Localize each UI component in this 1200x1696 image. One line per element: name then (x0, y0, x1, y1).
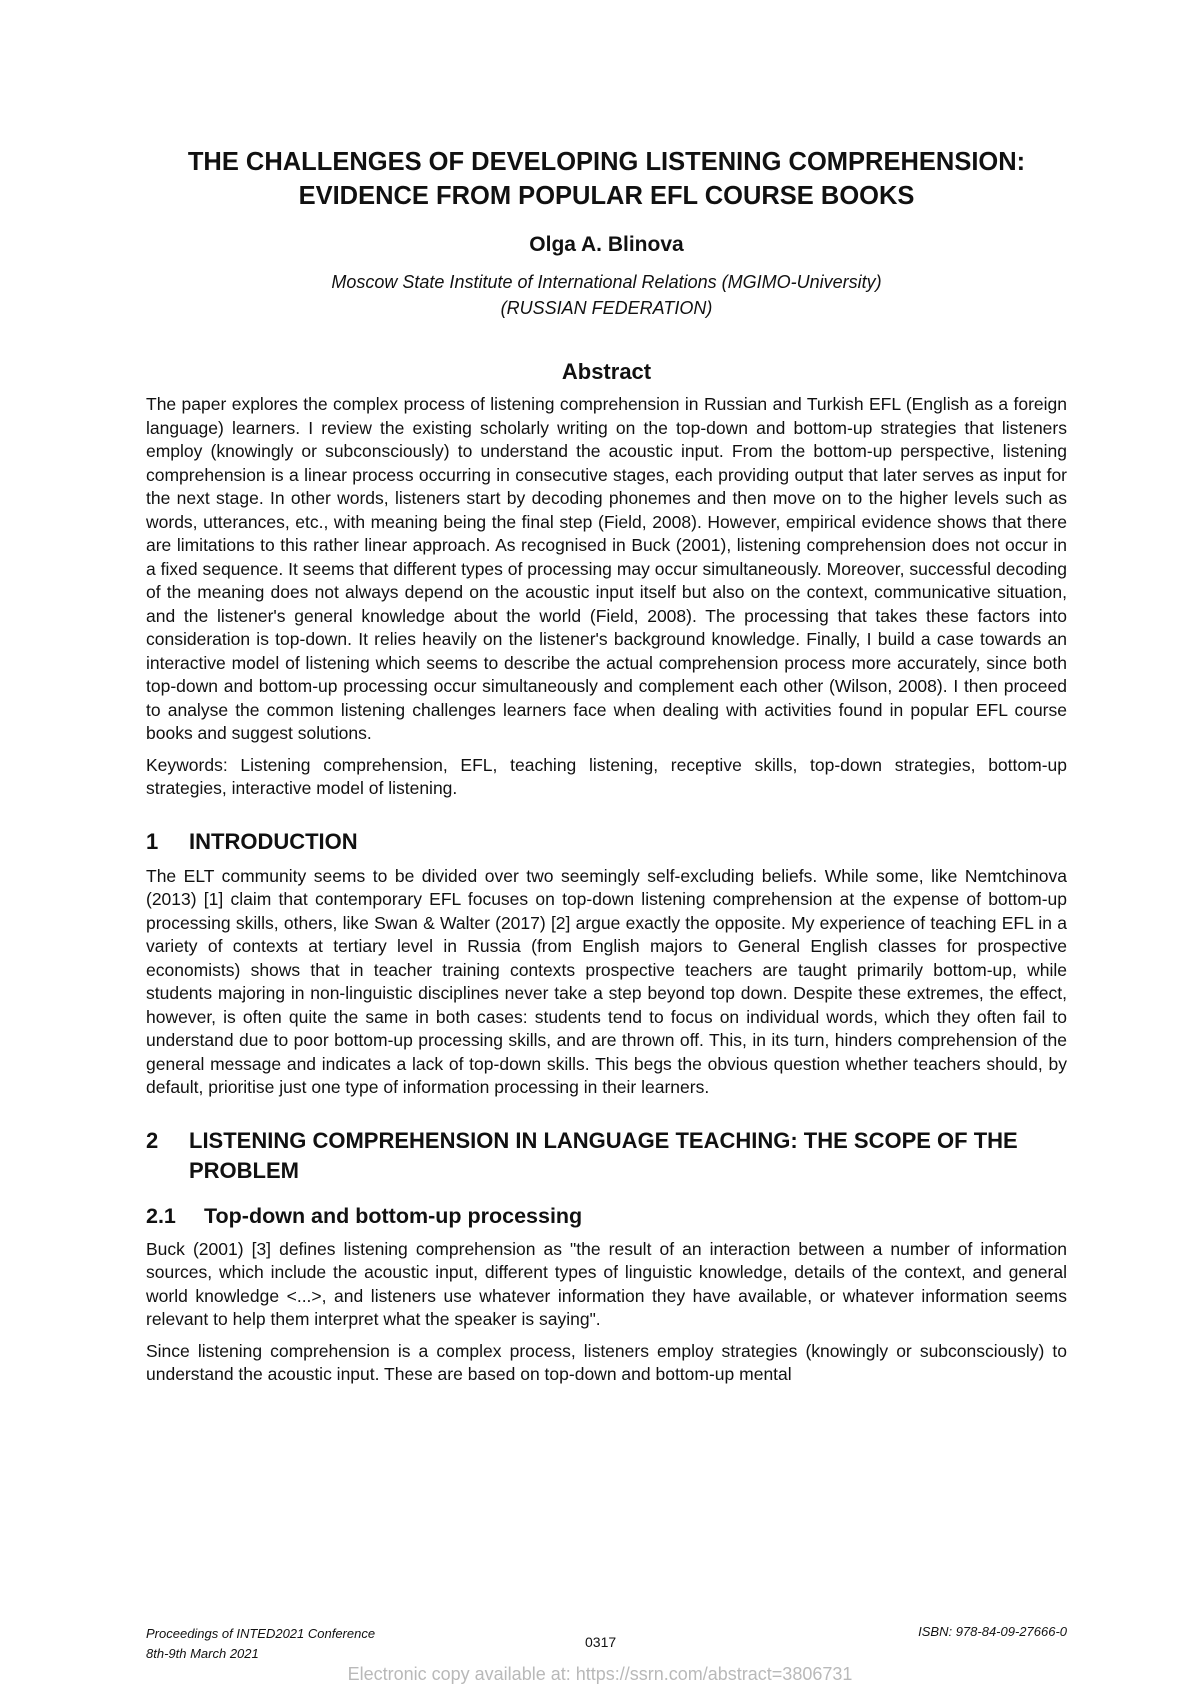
section-title: INTRODUCTION (189, 828, 358, 854)
affiliation-line-2: (RUSSIAN FEDERATION) (500, 298, 713, 318)
section-number: 1 (146, 828, 159, 854)
section-number: 2 (146, 1127, 159, 1153)
author-name: Olga A. Blinova (529, 233, 684, 256)
section-heading-listening-comprehension (146, 1126, 1067, 1186)
subsection-title: Top-down and bottom-up processing (204, 1203, 583, 1228)
footer-isbn: ISBN: 978-84-09-27666-0 (918, 1624, 1067, 1639)
section-heading-introduction (146, 827, 1067, 857)
author-affiliation (146, 269, 1067, 321)
abstract-heading: Abstract (561, 359, 652, 384)
subsection-number: 2.1 (146, 1203, 176, 1228)
introduction-paragraph: The ELT community seems to be divided over two seemingly self-excluding beliefs. While some, like Nemtchinova (2013) [1] claim that contemporary EFL focuses on top-down listening comprehension at the expense of bottom-up processing skills, others, like Swan & Walter (2017) [2] argue exactly the opposite. My experience of teaching EFL in a variety of contexts at tertiary level in Russia (from English majors to General English classes for prospective economists) shows that in teacher training contexts prospective teachers are taught primarily bottom-up, while students majoring in non-linguistic disciplines never take a step beyond top down. Despite these extremes, the effect, however, is often quite the same in both cases: students tend to focus on individual words, which they often fail to understand due to poor bottom-up processing skills, and are thrown off. This, in its turn, hinders comprehension of the general message and indicates a lack of top-down skills. This begs the obvious question whether teachers should, by default, prioritise just one type of information processing in their learners. (146, 865, 1067, 1097)
subsection-heading-top-down-bottom-up (146, 1202, 1067, 1230)
keywords: Keywords: Listening comprehension, EFL, teaching listening, receptive skills, top-down strategies, bottom-up strategies, interactive model of listening. (146, 754, 1067, 798)
footer-dates: 8th-9th March 2021 (146, 1646, 259, 1661)
ssrn-notice: Electronic copy available at: https://ssrn.com/abstract=3806731 (347, 1664, 853, 1684)
abstract-text: The paper explores the complex process of listening comprehension in Russian and Turkish EFL (English as a foreign language) learners. I review the existing scholarly writing on the top-down and bottom-up strategies that listeners employ (knowingly or subconsciously) to understand the acoustic input. From the bottom-up perspective, listening comprehension is a linear process occurring in consecutive stages, each providing output that later serves as input for the next stage. In other words, listeners start by decoding phonemes and then move on to the higher levels such as words, utterances, etc., with meaning being the final step (Field, 2008). However, empirical evidence shows that there are limitations to this rather linear approach. As recognised in Buck (2001), listening comprehension does not occur in a fixed sequence. It seems that different types of processing may occur simultaneously. Moreover, successful decoding of the meaning does not always depend on the acoustic input itself but also on the context, communicative situation, and the listener's general knowledge about the world (Field, 2008). The processing that takes these factors into consideration is top-down. It relies heavily on the listener's background knowledge. Finally, I build a case towards an interactive model of listening which seems to describe the actual comprehension process more accurately, since both top-down and bottom-up processing occur simultaneously and complement each other (Wilson, 2008). I then proceed to analyse the common listening challenges learners face when dealing with activities found in popular EFL course books and suggest solutions. (146, 394, 1067, 743)
subsection-paragraph-1: Buck (2001) [3] defines listening comprehension as "the result of an interaction between a number of information sources, which include the acoustic input, different types of linguistic knowledge, details of the context, and general world knowledge <...>, and listeners use whatever information they have available, or whatever information seems relevant to help them interpret what the speaker is saying". (146, 1238, 1067, 1329)
footer-proceedings (146, 1624, 375, 1664)
subsection-paragraph-2: Since listening comprehension is a complex process, listeners employ strategies (knowingly or subconsciously) to understand the acoustic input. These are based on top-down and bottom-up mental (146, 1340, 1067, 1384)
page-content (146, 145, 1067, 1387)
page-number: 0317 (585, 1634, 617, 1650)
section-title: LISTENING COMPREHENSION IN LANGUAGE TEACHING: THE SCOPE OF THE PROBLEM (189, 1127, 1018, 1183)
affiliation-line-1: Moscow State Institute of International Relations (MGIMO-University) (331, 272, 882, 292)
footer-conference: Proceedings of INTED2021 Conference (146, 1626, 376, 1641)
paper-title: THE CHALLENGES OF DEVELOPING LISTENING COMPREHENSION: EVIDENCE FROM POPULAR EFL COURSE BOOKS (187, 148, 1026, 210)
